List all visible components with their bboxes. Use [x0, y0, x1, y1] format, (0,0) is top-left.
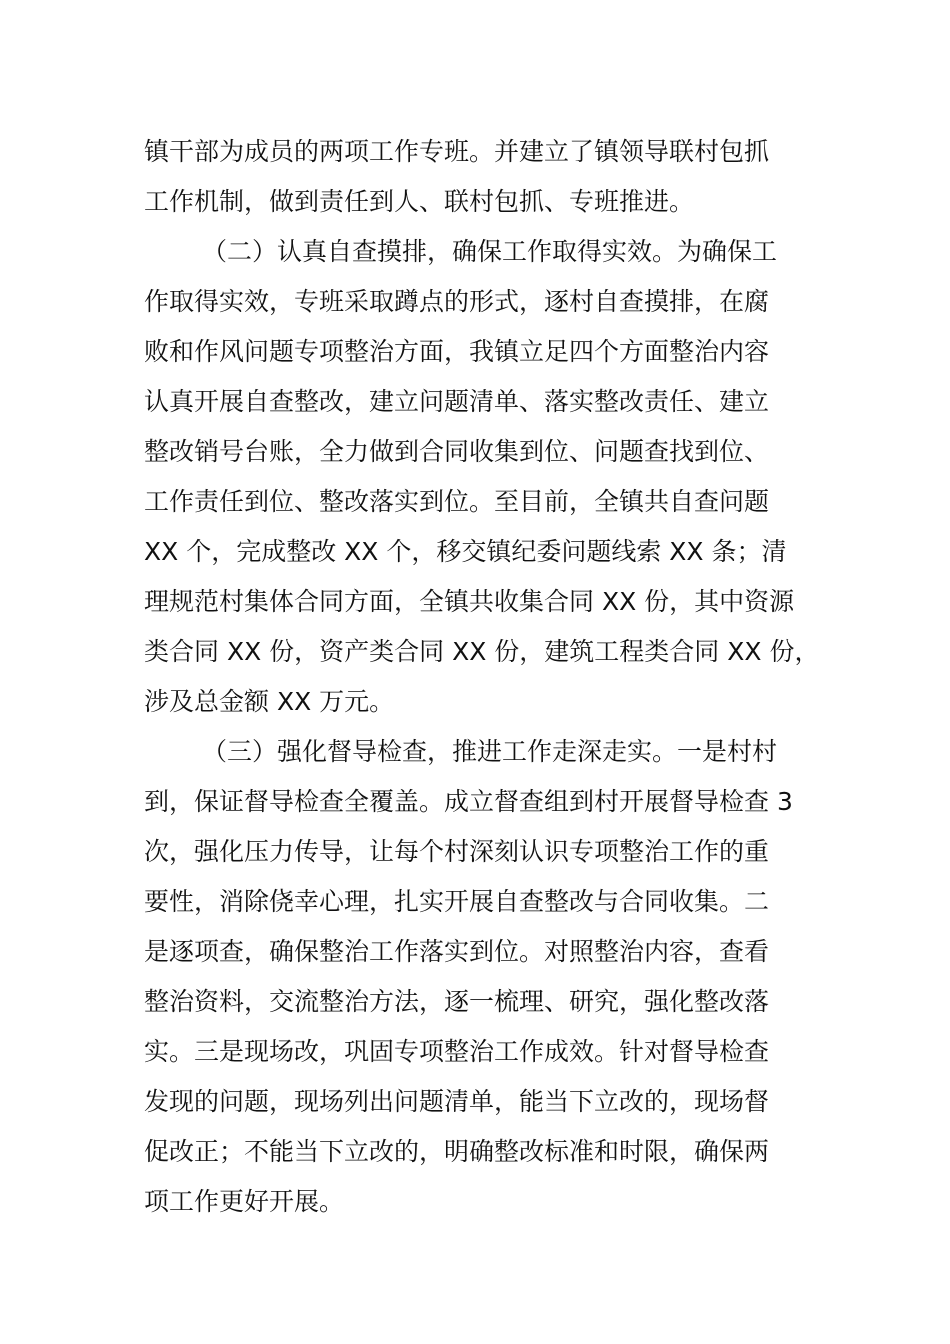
text-line: 到，保证督导检查全覆盖。成立督查组到村开展督导检查 3 [144, 787, 793, 816]
text-line: 促改正；不能当下立改的，明确整改标准和时限，确保两 [144, 1137, 770, 1166]
text-line: 工作责任到位、整改落实到位。至目前，全镇共自查问题 [144, 487, 770, 516]
text-line: 整改销号台账，全力做到合同收集到位、问题查找到位、 [144, 437, 770, 466]
text-line: 涉及总金额 XX 万元。 [144, 687, 395, 716]
text-line: 镇干部为成员的两项工作专班。并建立了镇领导联村包抓 [144, 137, 770, 166]
text-line: 要性，消除侥幸心理，扎实开展自查整改与合同收集。二 [144, 887, 770, 916]
text-line: 次，强化压力传导，让每个村深刻认识专项整治工作的重 [144, 837, 770, 866]
text-line: 理规范村集体合同方面，全镇共收集合同 XX 份，其中资源 [144, 587, 795, 616]
text-line: XX 个，完成整改 XX 个，移交镇纪委问题线索 XX 条；清 [144, 537, 787, 566]
text-line: 是逐项查，确保整治工作落实到位。对照整治内容，查看 [144, 937, 770, 966]
text-line: 发现的问题，现场列出问题清单，能当下立改的，现场督 [144, 1087, 770, 1116]
text-line: 认真开展自查整改，建立问题清单、落实整改责任、建立 [144, 387, 770, 416]
section-heading-2-line: （二）认真自查摸排，确保工作取得实效。为确保工 [202, 237, 778, 266]
text-line: 类合同 XX 份，资产类合同 XX 份，建筑工程类合同 XX 份， [144, 637, 820, 666]
text-line: 败和作风问题专项整治方面，我镇立足四个方面整治内容 [144, 337, 770, 366]
text-line: 实。三是现场改，巩固专项整治工作成效。针对督导检查 [144, 1037, 770, 1066]
text-line: 工作机制，做到责任到人、联村包抓、专班推进。 [144, 187, 695, 216]
text-line: 作取得实效，专班采取蹲点的形式，逐村自查摸排，在腐 [144, 287, 770, 316]
text-line: 项工作更好开展。 [144, 1187, 345, 1216]
body-text [144, 127, 844, 1227]
text-line: 整治资料，交流整治方法，逐一梳理、研究，强化整改落 [144, 987, 770, 1016]
section-heading-3-line: （三）强化督导检查，推进工作走深走实。一是村村 [202, 737, 778, 766]
